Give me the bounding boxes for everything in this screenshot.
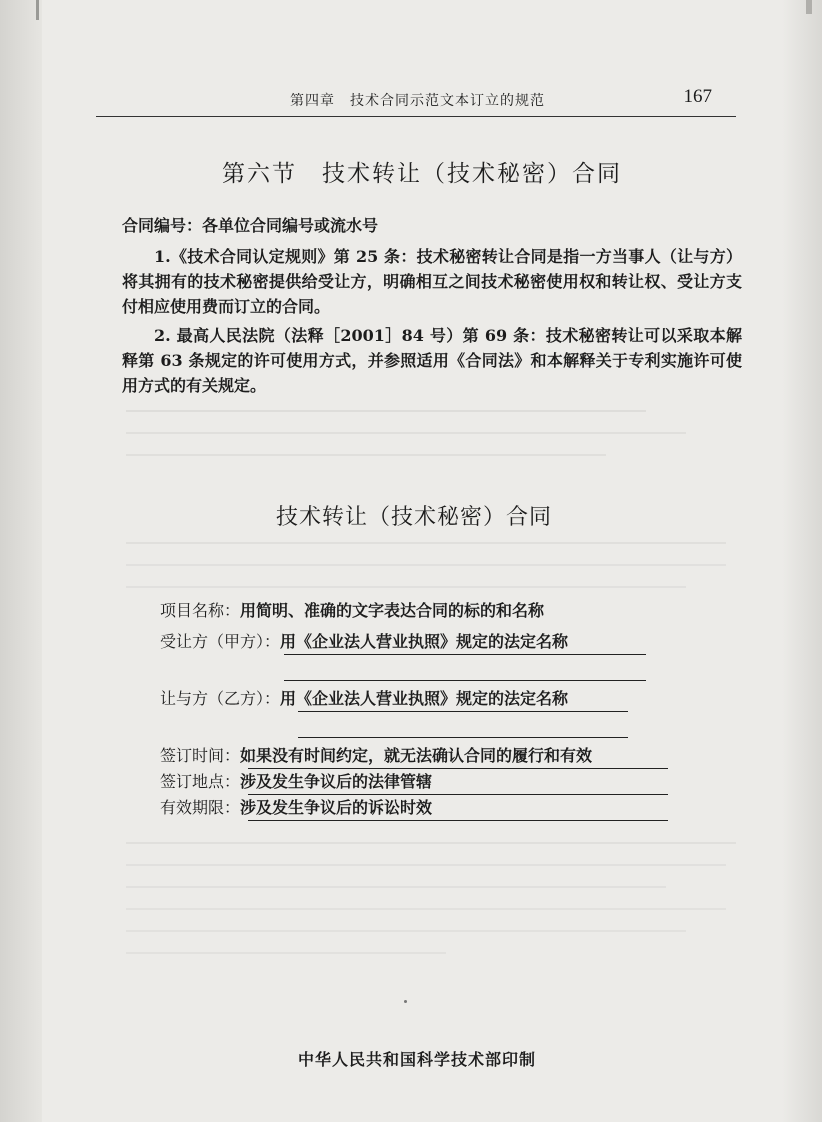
signing-time-field xyxy=(160,745,592,767)
transferor-label: 让与方（乙方）： xyxy=(160,689,281,708)
signing-place-label: 签订地点： xyxy=(160,772,241,791)
chapter-title: 第四章 技术合同示范文本订立的规范 xyxy=(290,93,545,109)
paragraph-rule-69: 2. 最高人民法院（法释［2001］84 号）第 69 条：技术秘密转让可以采取本解释第 63 条规定的许可使用方式，并参照适用《合同法》和本解释关于专利实施许可使用方式的有关规定。 xyxy=(122,326,742,395)
transferor-field xyxy=(160,688,568,710)
project-name-field xyxy=(160,600,544,622)
signing-time-value: 如果没有时间约定，就无法确认合同的履行和有效 xyxy=(240,746,593,765)
signing-place-underline xyxy=(248,794,668,795)
transferor-underline-2 xyxy=(298,737,628,738)
transferee-label: 受让方（甲方）： xyxy=(160,632,281,651)
transferee-underline xyxy=(284,654,646,655)
speck xyxy=(404,1000,407,1003)
signing-place-value: 涉及发生争议后的法律管辖 xyxy=(240,772,433,791)
transferee-field xyxy=(160,631,568,653)
signing-time-label: 签订时间： xyxy=(160,746,241,765)
scan-edge-mark-right xyxy=(806,0,812,14)
transferor-underline xyxy=(298,711,628,712)
show-through-texture xyxy=(126,398,746,456)
validity-period-field xyxy=(160,797,432,819)
transferee-value: 用《企业法人营业执照》规定的法定名称 xyxy=(280,632,569,651)
page-number: 167 xyxy=(683,86,712,107)
signing-time-underline xyxy=(248,768,668,769)
footer-publisher: 中华人民共和国科学技术部印制 xyxy=(297,1050,536,1069)
running-head xyxy=(96,82,736,117)
scan-edge-mark xyxy=(36,0,39,20)
contract-number-line: 合同编号：各单位合同编号或流水号 xyxy=(122,216,379,235)
project-name-label: 项目名称： xyxy=(160,601,241,620)
validity-period-underline xyxy=(248,820,668,821)
paragraph-rule-25: 1.《技术合同认定规则》第 25 条：技术秘密转让合同是指一方当事人（让与方）将其拥有的技术秘密提供给受让方，明确相互之间技术秘密使用权和转让权、受让方支付相应使用费而订立的合同。 xyxy=(122,247,742,316)
signing-place-field xyxy=(160,771,432,793)
validity-period-label: 有效期限： xyxy=(160,798,241,817)
show-through-texture-3 xyxy=(126,830,746,954)
section-title: 第六节 技术转让（技术秘密）合同 xyxy=(222,161,622,187)
show-through-texture-2 xyxy=(126,530,746,588)
transferee-underline-2 xyxy=(284,680,646,681)
project-name-value: 用简明、准确的文字表达合同的标的和名称 xyxy=(240,601,545,620)
transferor-value: 用《企业法人营业执照》规定的法定名称 xyxy=(280,689,569,708)
contract-title: 技术转让（技术秘密）合同 xyxy=(275,505,552,530)
validity-period-value: 涉及发生争议后的诉讼时效 xyxy=(240,798,433,817)
